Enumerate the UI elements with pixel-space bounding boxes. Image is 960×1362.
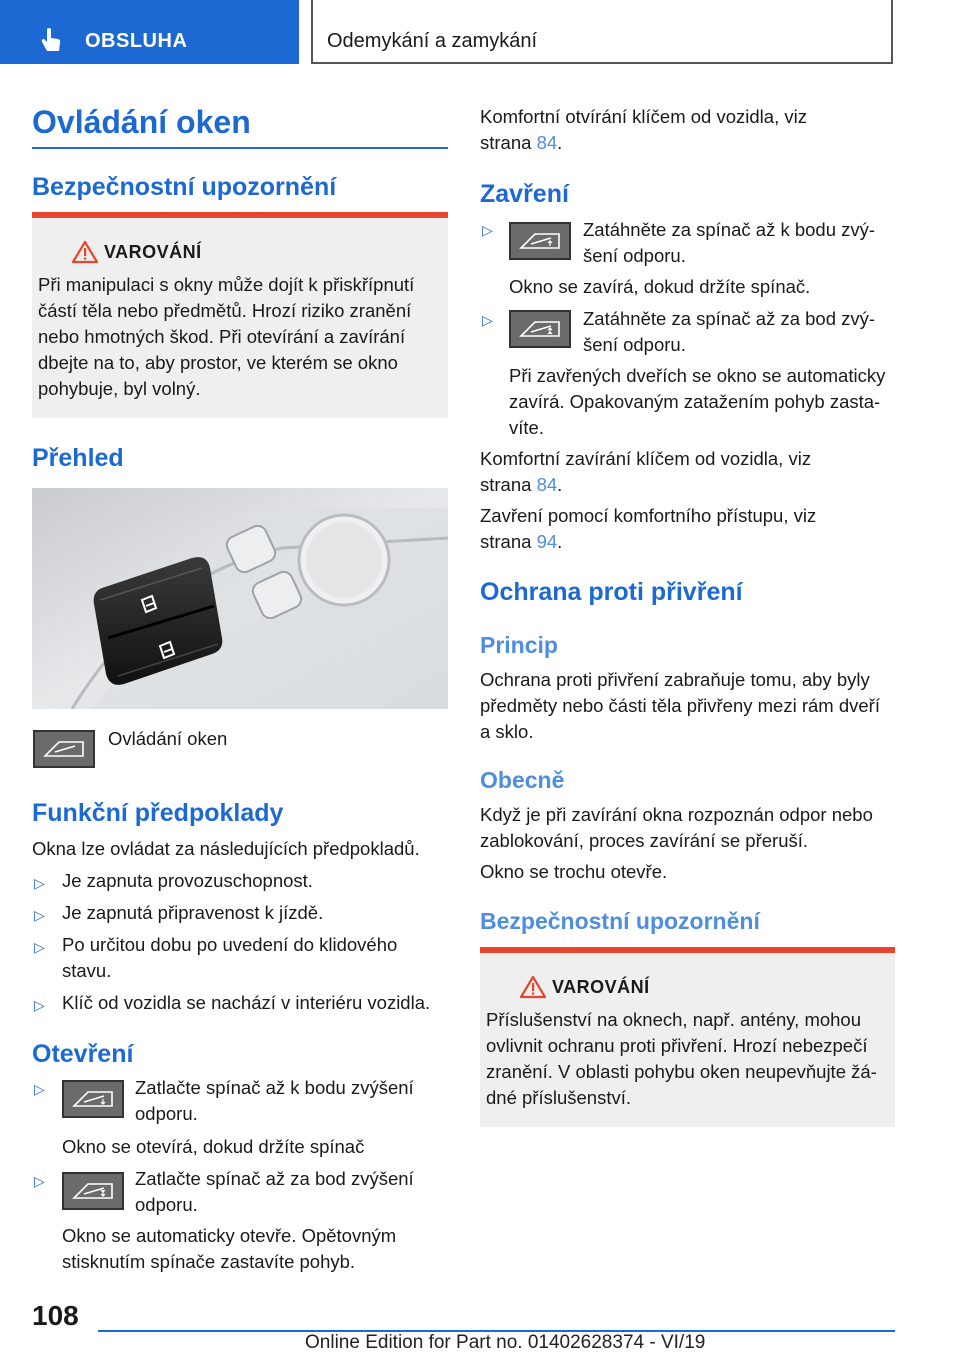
closing-step-cont: šení odporu.	[583, 334, 686, 355]
page-number: 108	[32, 1300, 79, 1331]
warning-text-1	[38, 272, 442, 402]
general-heading: Obecně	[480, 767, 565, 793]
closing-note: Okno se zavírá, dokud držíte spínač.	[509, 276, 811, 297]
opening-note: Okno se otevírá, dokud držíte spínač	[62, 1136, 365, 1157]
opening-note: Okno se automaticky otevře. Opětovným	[62, 1225, 397, 1246]
edition-text: Online Edition for Part no. 01402628374 - VI/19	[305, 1332, 706, 1353]
prereq-item: Je zapnuta provozuschopnost.	[62, 870, 313, 891]
closing-note: Při zavřených dveřích se okno se automaticky	[509, 365, 886, 386]
comfort-access-text: Zavření pomocí komfortního přístupu, viz	[480, 505, 817, 526]
principle-line: Ochrana proti přivření zabraňuje tomu, aby byly	[480, 669, 870, 690]
principle-line: předměty nebo části těla přivřeny mezi rám dveří	[480, 695, 880, 716]
prereq-intro: Okna lze ovládat za následujících předpokladů.	[32, 838, 420, 859]
page-link-84[interactable]: 84	[536, 132, 558, 153]
comfort-open-text: Komfortní otvírání klíčem od vozidla, viz	[480, 106, 807, 127]
comfort-close-ref: strana 84.	[480, 474, 563, 495]
pinch-protection-heading: Ochrana proti přivření	[480, 578, 743, 606]
overview-heading: Přehled	[32, 444, 124, 472]
window-switch-photo	[32, 488, 448, 709]
page-link-84[interactable]: 84	[536, 474, 558, 495]
opening-step: Zatlačte spínač až za bod zvýšení	[135, 1168, 414, 1189]
bullet-triangle-icon: ▷	[34, 997, 45, 1013]
warning-line: Při manipulaci s okny může dojít k přiskřípnutí	[38, 274, 415, 295]
warning-line: Příslušenství na oknech, např. antény, mohou	[486, 1009, 862, 1030]
warning-line: ovlivnit ochranu proti přivření. Hrozí nebezpečí	[486, 1035, 868, 1056]
warning-box-2	[480, 947, 895, 1127]
section-label: OBSLUHA	[85, 30, 188, 52]
closing-step: Zatáhněte za spínač až k bodu zvý-	[583, 219, 876, 240]
closing-note-cont: víte.	[509, 417, 544, 438]
ref-prefix: strana	[480, 474, 537, 495]
page-link-94[interactable]: 94	[536, 531, 558, 552]
closing-note-cont: zavírá. Opakovaným zatažením pohyb zasta-	[509, 391, 881, 412]
warning-title-2: VAROVÁNÍ	[552, 977, 650, 997]
opening-note-cont: stisknutím spínače zastavíte pohyb.	[62, 1251, 356, 1272]
bullet-triangle-icon: ▷	[482, 312, 493, 328]
principle-line: a sklo.	[480, 721, 534, 742]
chapter-title: Odemykání a zamykání	[327, 30, 538, 52]
comfort-close-text: Komfortní zavírání klíčem od vozidla, viz	[480, 448, 812, 469]
warning-line: částí těla nebo předmětů. Hrozí riziko zranění	[38, 300, 412, 321]
photo-caption: Ovládání oken	[108, 728, 228, 749]
title-rule	[32, 147, 448, 149]
window-button-icon	[33, 730, 95, 768]
warning-triangle-icon	[72, 240, 98, 264]
warning-line: dné příslušenství.	[486, 1087, 631, 1108]
general-line: Když je při zavírání okna rozpoznán odpor nebo	[480, 804, 873, 825]
ref-prefix: strana	[480, 531, 537, 552]
window-open-icon	[62, 1080, 124, 1118]
warning-box-1	[32, 212, 448, 418]
prereq-item: Klíč od vozidla se nachází v interiéru vozidla.	[62, 992, 431, 1013]
bullet-triangle-icon: ▷	[34, 939, 45, 955]
comfort-access-ref: strana 94.	[480, 531, 563, 552]
chapter-header	[311, 0, 893, 64]
section-tab[interactable]	[0, 0, 299, 64]
principle-heading: Princip	[480, 632, 558, 658]
warning-line: pohybuje, byl volný.	[38, 378, 201, 399]
warning-text-2	[486, 1007, 890, 1111]
warning-line: zranění. V oblasti pohybu oken neupevňujte žá-	[486, 1061, 877, 1082]
window-auto-close-icon	[509, 310, 571, 348]
warning-line: nebo hmotných škod. Při otevírání a zavírání	[38, 326, 406, 347]
prereq-item: Je zapnutá připravenost k jízdě.	[62, 902, 324, 923]
opening-step-cont: odporu.	[135, 1194, 198, 1215]
bullet-triangle-icon: ▷	[34, 1081, 45, 1097]
window-auto-open-icon	[62, 1172, 124, 1210]
bullet-triangle-icon: ▷	[34, 1173, 45, 1189]
prereq-heading: Funkční předpoklady	[32, 799, 284, 827]
ref-prefix: strana	[480, 132, 537, 153]
warning-line: dbejte na to, aby prostor, ve kterém se okno	[38, 352, 398, 373]
window-close-icon	[509, 222, 571, 260]
closing-step-cont: šení odporu.	[583, 245, 686, 266]
prereq-item-cont: stavu.	[62, 960, 112, 981]
hand-touch-icon	[40, 27, 62, 53]
opening-step: Zatlačte spínač až k bodu zvýšení	[135, 1077, 414, 1098]
comfort-open-ref: strana 84.	[480, 132, 563, 153]
opening-step-cont: odporu.	[135, 1103, 198, 1124]
bullet-triangle-icon: ▷	[34, 875, 45, 891]
safety-heading-left: Bezpečnostní upozornění	[32, 173, 337, 201]
opening-heading: Otevření	[32, 1040, 134, 1068]
warning-triangle-icon	[520, 975, 546, 999]
general-line: zablokování, proces zavírání se přeruší.	[480, 830, 809, 851]
warning-title-1: VAROVÁNÍ	[104, 242, 202, 262]
page-title: Ovládání oken	[32, 104, 251, 140]
bullet-triangle-icon: ▷	[482, 222, 493, 238]
safety-heading-right: Bezpečnostní upozornění	[480, 908, 760, 934]
general-note: Okno se trochu otevře.	[480, 861, 668, 882]
prereq-item: Po určitou dobu po uvedení do klidového	[62, 934, 398, 955]
bullet-triangle-icon: ▷	[34, 907, 45, 923]
closing-step: Zatáhněte za spínač až za bod zvý-	[583, 308, 876, 329]
closing-heading: Zavření	[480, 180, 569, 208]
